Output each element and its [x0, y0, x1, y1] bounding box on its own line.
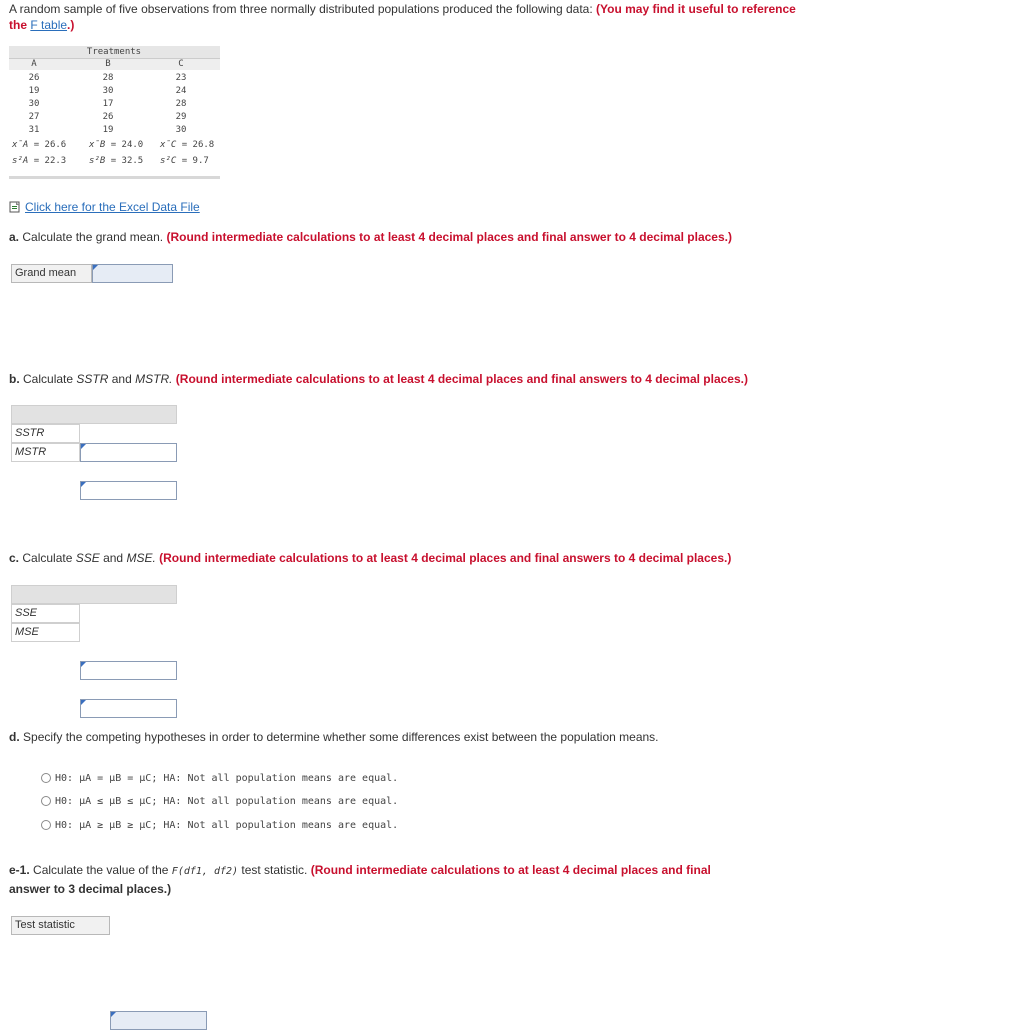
table-cell: 30 — [175, 125, 187, 135]
sstr-label: SSTR — [11, 424, 80, 443]
table-cell: 19 — [102, 125, 114, 135]
table-cell: 24 — [175, 86, 187, 96]
part-e1-question: e-1. Calculate the value of the F(df1, df2) test statistic. (Round intermediate calculations to at least 4 decimal places and final — [9, 863, 711, 877]
table-cell: 28 — [102, 73, 114, 83]
table-cell: 26 — [102, 112, 114, 122]
treatments-column-headers — [9, 58, 220, 70]
sse-input[interactable] — [80, 661, 177, 680]
test-statistic-label: Test statistic — [11, 916, 110, 935]
grand-mean-label: Grand mean — [11, 264, 92, 283]
table-cell: 19 — [28, 86, 40, 96]
col-header-b: B — [105, 59, 111, 69]
treatments-table — [9, 46, 220, 180]
hypothesis-option-2: H0: μA ≤ μB ≤ μC; HA: Not all population means are equal. — [55, 796, 399, 807]
part-c-grid-header — [11, 585, 177, 604]
table-cell: 26 — [28, 73, 40, 83]
hypothesis-option-1: H0: μA = μB = μC; HA: Not all population means are equal. — [55, 773, 399, 784]
f-table-link[interactable]: F table — [30, 18, 68, 32]
sse-label: SSE — [11, 604, 80, 623]
input-marker-icon — [81, 444, 86, 449]
variance-c: s²C = 9.7 — [160, 156, 209, 166]
input-marker-icon — [81, 662, 86, 667]
table-cell: 29 — [175, 112, 187, 122]
table-cell: 31 — [28, 125, 40, 135]
part-b-grid-header — [11, 405, 177, 424]
mean-a: x̄A = 26.6 — [12, 140, 67, 150]
f-statistic-symbol: F(df1, df2) — [171, 866, 239, 877]
part-d-question: d. Specify the competing hypotheses in order to determine whether some differences exist between the population means. — [9, 730, 659, 744]
hypothesis-radio-1[interactable] — [41, 773, 51, 783]
part-c-question: c. Calculate SSE and MSE. (Round intermediate calculations to at least 4 decimal places and final answers to 4 decimal places.) — [9, 551, 732, 565]
variance-a: s²A = 22.3 — [12, 156, 67, 166]
part-e1-instruction-cont: answer to 3 decimal places.) — [9, 882, 172, 896]
sstr-input[interactable] — [80, 443, 177, 462]
hypothesis-radio-2[interactable] — [41, 796, 51, 806]
mean-c: x̄C = 26.8 — [160, 140, 215, 150]
treatments-title: Treatments — [86, 47, 142, 57]
input-marker-icon — [111, 1012, 116, 1017]
table-bottom-rule — [9, 176, 220, 179]
grand-mean-input[interactable] — [92, 264, 173, 283]
hypothesis-radio-3[interactable] — [41, 820, 51, 830]
input-marker-icon — [81, 700, 86, 705]
hypothesis-option-3: H0: μA ≥ μB ≥ μC; HA: Not all population means are equal. — [55, 820, 399, 831]
table-cell: 27 — [28, 112, 40, 122]
part-b-question: b. Calculate SSTR and MSTR. (Round intermediate calculations to at least 4 decimal places and final answers to 4 decimal places.) — [9, 372, 748, 386]
mstr-label: MSTR — [11, 443, 80, 462]
excel-data-link[interactable]: Click here for the Excel Data File — [25, 200, 200, 214]
input-marker-icon — [93, 265, 98, 270]
mean-b: x̄B = 24.0 — [89, 140, 144, 150]
mse-input[interactable] — [80, 699, 177, 718]
col-header-a: A — [31, 59, 37, 69]
mstr-input[interactable] — [80, 481, 177, 500]
table-cell: 30 — [102, 86, 114, 96]
test-statistic-input[interactable] — [110, 1011, 207, 1030]
input-marker-icon — [81, 482, 86, 487]
mse-label: MSE — [11, 623, 80, 642]
treatments-header — [9, 46, 220, 58]
intro-text: A random sample of five observations from three normally distributed populations produced the following data: — [9, 2, 593, 16]
table-cell: 28 — [175, 99, 187, 109]
part-a-question: a. Calculate the grand mean. (Round intermediate calculations to at least 4 decimal places and final answer to 4 decimal places.) — [9, 230, 732, 244]
excel-file-icon[interactable] — [9, 200, 21, 212]
variance-b: s²B = 32.5 — [89, 156, 144, 166]
table-cell: 17 — [102, 99, 114, 109]
intro-hint: (You may find it useful to reference the F table.) — [9, 2, 796, 32]
col-header-c: C — [178, 59, 184, 69]
table-cell: 30 — [28, 99, 40, 109]
intro-paragraph — [9, 1, 799, 33]
table-cell: 23 — [175, 73, 187, 83]
